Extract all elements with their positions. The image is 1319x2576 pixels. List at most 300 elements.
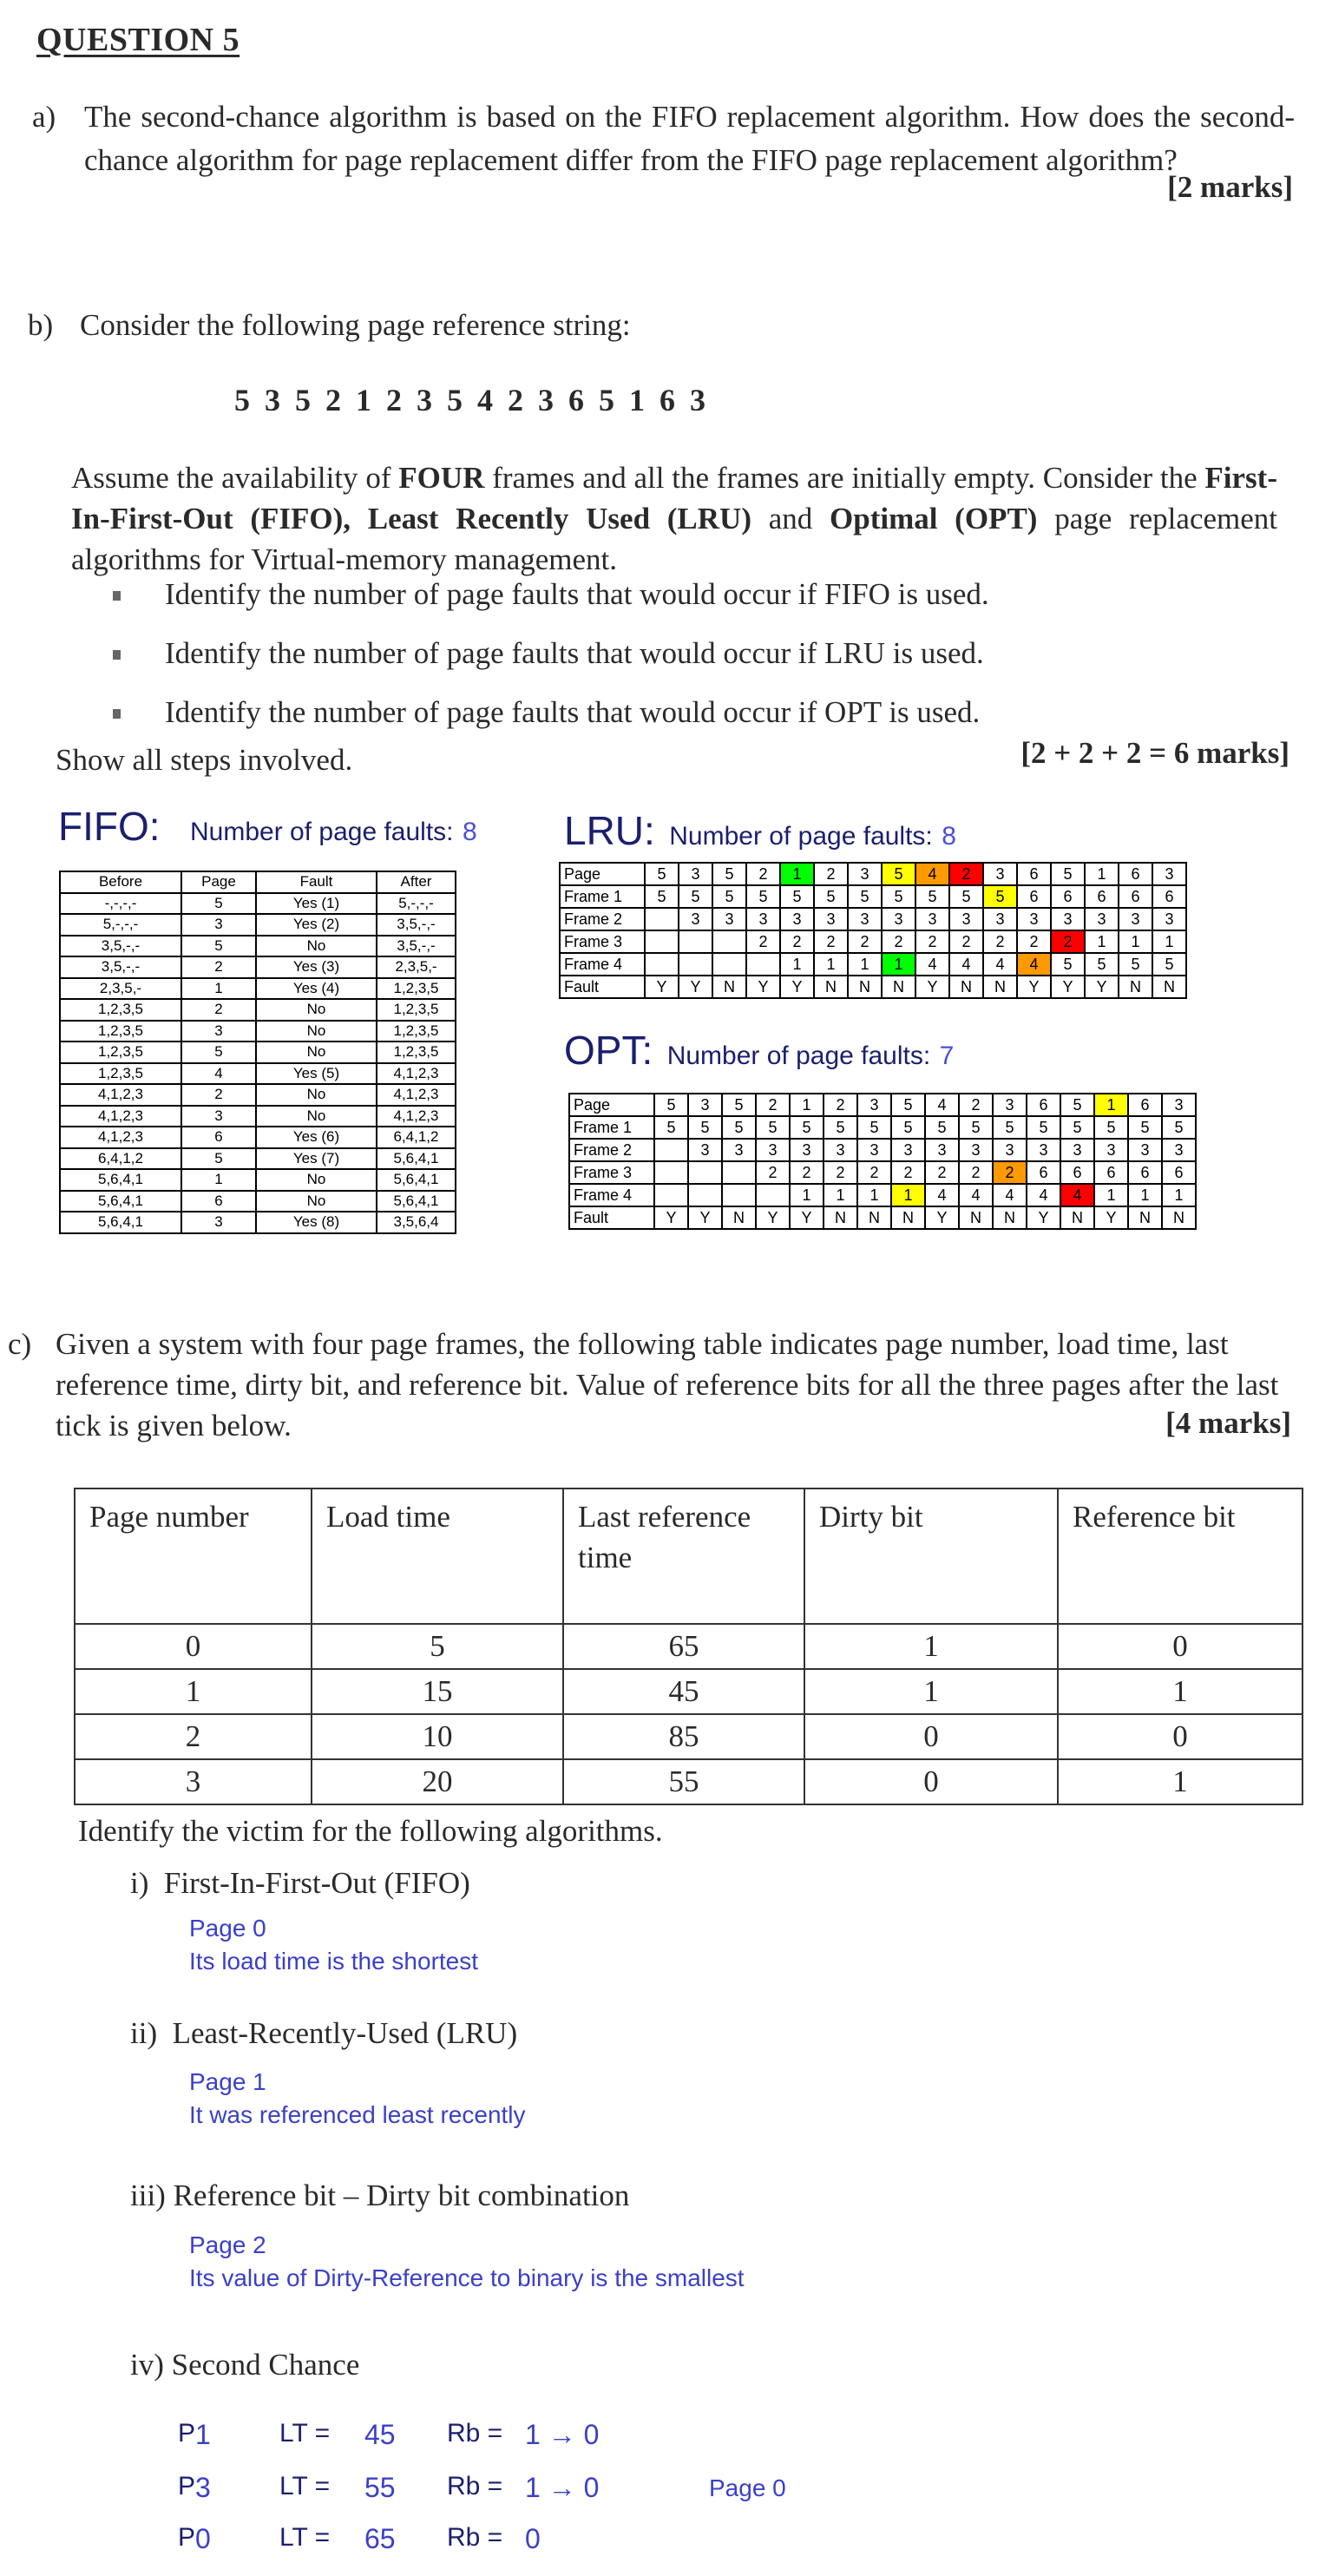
lru-cell: 5 xyxy=(780,885,814,908)
lru-cell: 2 xyxy=(915,930,949,953)
opt-cell: N xyxy=(1060,1206,1094,1229)
table-row xyxy=(60,1063,456,1085)
fifo-cell-page: 5 xyxy=(181,893,256,915)
row-label: Fault xyxy=(569,1206,654,1229)
fifo-cell-fault: No xyxy=(256,999,377,1021)
opt-cell: 3 xyxy=(1094,1139,1128,1161)
fifo-cell-fault: Yes (2) xyxy=(256,914,377,936)
row-label: Frame 2 xyxy=(569,1139,654,1161)
fifo-heading xyxy=(58,803,477,850)
assumption-segment: Assume the availability of xyxy=(71,461,399,495)
opt-cell: Y xyxy=(925,1206,959,1229)
fifo-cell-before: Before xyxy=(60,871,181,893)
opt-cell: 3 xyxy=(959,1139,993,1161)
opt-cell: 5 xyxy=(891,1116,925,1139)
opt-cell-highlighted: 1 xyxy=(891,1184,925,1206)
fifo-cell-page: 2 xyxy=(181,956,256,978)
opt-row-frame-1 xyxy=(569,1116,1196,1139)
opt-cell: 2 xyxy=(824,1094,857,1116)
fifo-cell-after: 5,-,-,- xyxy=(377,893,456,915)
lru-cell: Y xyxy=(1051,976,1085,998)
step-rb: 1 → 0 xyxy=(525,2419,600,2450)
lru-cell: 2 xyxy=(882,930,915,953)
opt-cell: 1 xyxy=(1162,1184,1196,1206)
table-row xyxy=(60,1212,456,1233)
opt-cell: 2 xyxy=(756,1094,790,1116)
lru-cell: N xyxy=(1119,976,1152,998)
step-lt: 65 xyxy=(364,2523,396,2554)
step-page-label: P xyxy=(178,2419,196,2448)
opt-cell: 3 xyxy=(688,1139,722,1161)
opt-cell: Y xyxy=(688,1206,722,1229)
fifo-cell-before: -,-,-,- xyxy=(60,893,181,915)
row-label: Frame 3 xyxy=(569,1161,654,1184)
table-row xyxy=(60,1169,456,1191)
opt-cell xyxy=(654,1161,688,1184)
opt-cell: 5 xyxy=(790,1116,824,1139)
opt-cell: 3 xyxy=(688,1094,722,1116)
opt-cell: 5 xyxy=(756,1116,790,1139)
lru-faults-count: 8 xyxy=(942,822,956,851)
assumption-emphasis: Optimal (OPT) xyxy=(830,502,1038,536)
fifo-cell-after: 3,5,6,4 xyxy=(377,1212,456,1233)
lru-cell: 2 xyxy=(814,930,848,953)
cell-dirty-bit: 0 xyxy=(804,1714,1058,1759)
row-label: Frame 4 xyxy=(569,1184,654,1206)
lru-cell: N xyxy=(949,976,983,998)
fifo-cell-before: 3,5,-,- xyxy=(60,936,181,957)
opt-cell: 2 xyxy=(857,1161,891,1184)
lru-cell: 3 xyxy=(746,908,780,930)
fifo-cell-fault: No xyxy=(256,1042,377,1063)
lru-cell xyxy=(679,953,712,976)
lru-title: LRU: xyxy=(564,808,655,853)
opt-cell: 3 xyxy=(1060,1139,1094,1161)
row-label: Frame 2 xyxy=(560,908,645,930)
step-lt: 55 xyxy=(364,2472,396,2503)
sub-question-label: i) xyxy=(130,1866,149,1900)
opt-cell: N xyxy=(1162,1206,1196,1229)
opt-cell: 5 xyxy=(824,1116,857,1139)
lru-cell: 5 xyxy=(1152,953,1186,976)
opt-cell: 6 xyxy=(1060,1161,1094,1184)
lru-cell: 5 xyxy=(814,885,848,908)
opt-row-frame-4 xyxy=(569,1184,1196,1206)
sub-question-title: First-In-First-Out (FIFO) xyxy=(163,1866,470,1900)
lru-cell: 3 xyxy=(848,908,882,930)
answer-page: Page 1 xyxy=(189,2068,266,2095)
lru-table xyxy=(559,862,1187,999)
lru-heading xyxy=(564,807,956,854)
fifo-cell-before: 3,5,-,- xyxy=(60,956,181,978)
opt-cell: 1 xyxy=(1094,1184,1128,1206)
lru-cell: 5 xyxy=(848,885,882,908)
opt-cell: 5 xyxy=(891,1094,925,1116)
fifo-cell-page: 1 xyxy=(181,978,256,1000)
opt-cell: 5 xyxy=(688,1116,722,1139)
bullet-text: Identify the number of page faults that would occur if FIFO is used. xyxy=(165,577,989,611)
fifo-cell-fault: Yes (1) xyxy=(256,893,377,915)
opt-cell xyxy=(654,1139,688,1161)
assumption-text xyxy=(71,457,1277,580)
lru-cell: 1 xyxy=(1152,930,1186,953)
table-row xyxy=(60,936,456,957)
lru-cell: 3 xyxy=(1152,908,1186,930)
table-row xyxy=(75,1759,1303,1804)
opt-cell: Y xyxy=(756,1206,790,1229)
fifo-cell-before: 1,2,3,5 xyxy=(60,1042,181,1063)
fifo-cell-fault: Yes (6) xyxy=(256,1127,377,1148)
opt-faults-label: Number of page faults: xyxy=(666,1042,931,1070)
opt-cell: 6 xyxy=(1162,1161,1196,1184)
opt-cell: 1 xyxy=(824,1184,857,1206)
lru-cell: Y xyxy=(1085,976,1119,998)
lru-faults-label: Number of page faults: xyxy=(669,822,933,851)
opt-cell: 3 xyxy=(756,1139,790,1161)
cell-reference-bit: 1 xyxy=(1058,1759,1303,1804)
fifo-cell-fault: Yes (7) xyxy=(256,1148,377,1170)
lru-cell: 3 xyxy=(882,908,915,930)
lru-cell xyxy=(645,953,679,976)
lru-cell: 6 xyxy=(1119,885,1152,908)
sub-question-title: Reference bit – Dirty bit combination xyxy=(173,2178,630,2212)
fifo-cell-after: After xyxy=(377,871,456,893)
lru-cell: 1 xyxy=(780,953,814,976)
opt-cell: 3 xyxy=(993,1139,1027,1161)
opt-faults-count: 7 xyxy=(939,1042,955,1070)
answer-reason: Its load time is the shortest xyxy=(189,1948,479,1975)
opt-cell: 4 xyxy=(925,1094,959,1116)
row-label: Page xyxy=(569,1094,654,1116)
fifo-cell-before: 4,1,2,3 xyxy=(60,1106,181,1127)
fifo-cell-before: 2,3,5,- xyxy=(60,978,181,1000)
show-steps-text: Show all steps involved. xyxy=(56,743,353,777)
lru-cell: 3 xyxy=(983,908,1017,930)
step-page: 0 xyxy=(195,2523,211,2554)
opt-table xyxy=(568,1093,1197,1230)
fifo-cell-after: 1,2,3,5 xyxy=(377,1021,456,1042)
opt-cell: 1 xyxy=(857,1184,891,1206)
bullet-square-icon xyxy=(113,591,121,601)
opt-cell: 5 xyxy=(993,1116,1027,1139)
opt-cell: 4 xyxy=(925,1184,959,1206)
reference-string: 5 3 5 2 1 2 3 5 4 2 3 6 5 1 6 3 xyxy=(234,383,709,417)
fifo-cell-fault: Yes (8) xyxy=(256,1212,377,1233)
row-label: Fault xyxy=(560,976,645,998)
part-a-marks: [2 marks] xyxy=(1167,170,1293,204)
opt-cell: 5 xyxy=(722,1094,756,1116)
opt-cell: 4 xyxy=(1027,1184,1060,1206)
lru-cell: 5 xyxy=(1119,953,1152,976)
lru-cell xyxy=(679,930,712,953)
lru-cell: Y xyxy=(915,976,949,998)
table-row xyxy=(60,1148,456,1170)
sub-question-label: ii) xyxy=(130,2016,158,2050)
question-title: QUESTION 5 xyxy=(36,22,240,58)
second-chance-result: Page 0 xyxy=(709,2474,786,2501)
fifo-cell-page: 4 xyxy=(181,1063,256,1085)
opt-cell-highlighted: 4 xyxy=(1060,1184,1094,1206)
fifo-cell-after: 5,6,4,1 xyxy=(377,1169,456,1191)
fifo-cell-before: 4,1,2,3 xyxy=(60,1084,181,1106)
table-row xyxy=(60,1106,456,1127)
opt-cell: 5 xyxy=(1128,1116,1162,1139)
opt-cell: 1 xyxy=(790,1094,824,1116)
lru-cell: 2 xyxy=(949,930,983,953)
lru-cell: 2 xyxy=(746,863,780,885)
identify-victim-text: Identify the victim for the following algorithms. xyxy=(78,1814,663,1848)
lru-cell xyxy=(712,930,746,953)
opt-cell: 5 xyxy=(1060,1094,1094,1116)
fifo-cell-fault: Fault xyxy=(256,871,377,893)
lru-cell: Y xyxy=(645,976,679,998)
fifo-cell-page: 5 xyxy=(181,1042,256,1063)
fifo-cell-fault: No xyxy=(256,1191,377,1212)
part-a xyxy=(32,95,1295,182)
fifo-cell-after: 4,1,2,3 xyxy=(377,1106,456,1127)
sub-question-lru xyxy=(130,2016,517,2051)
lru-cell: 2 xyxy=(814,863,848,885)
opt-heading xyxy=(564,1027,954,1074)
fifo-cell-after: 1,2,3,5 xyxy=(377,999,456,1021)
fifo-cell-after: 3,5,-,- xyxy=(377,914,456,936)
opt-cell: N xyxy=(959,1206,993,1229)
table-row xyxy=(60,1042,456,1063)
opt-cell: 2 xyxy=(824,1161,857,1184)
row-label: Frame 1 xyxy=(560,885,645,908)
opt-cell: 1 xyxy=(1128,1184,1162,1206)
fifo-cell-after: 5,6,4,1 xyxy=(377,1148,456,1170)
table-row xyxy=(60,1191,456,1212)
opt-cell: N xyxy=(993,1206,1027,1229)
lru-cell: N xyxy=(1152,976,1186,998)
answer-page: Page 0 xyxy=(189,1915,266,1942)
lru-cell-highlighted: 2 xyxy=(949,863,983,885)
lru-cell: 6 xyxy=(1119,863,1152,885)
fifo-header-row xyxy=(60,871,456,893)
table-header-row xyxy=(75,1488,1303,1624)
lru-cell: 2 xyxy=(983,930,1017,953)
header-page-number: Page number xyxy=(75,1488,312,1624)
lru-cell-highlighted: 4 xyxy=(915,863,949,885)
opt-cell: 5 xyxy=(1162,1116,1196,1139)
lru-cell: 5 xyxy=(645,863,679,885)
sub-question-label: iv) xyxy=(130,2348,164,2382)
lru-cell-highlighted: 5 xyxy=(882,863,915,885)
bullet-square-icon xyxy=(113,709,121,719)
lru-cell: 3 xyxy=(1119,908,1152,930)
table-row xyxy=(60,1127,456,1148)
fifo-cell-after: 2,3,5,- xyxy=(377,956,456,978)
lru-cell: 5 xyxy=(915,885,949,908)
opt-row-frame-3 xyxy=(569,1161,1196,1184)
opt-cell: 5 xyxy=(654,1094,688,1116)
fifo-cell-before: 1,2,3,5 xyxy=(60,1063,181,1085)
cell-load-time: 20 xyxy=(312,1759,563,1804)
assumption-segment: frames and all the frames are initially empty. Consider the xyxy=(484,461,1205,495)
fifo-cell-page: 6 xyxy=(181,1191,256,1212)
table-row xyxy=(60,999,456,1021)
sub-question-title: Second Chance xyxy=(171,2348,360,2382)
cell-reference-bit: 1 xyxy=(1058,1669,1303,1714)
fifo-cell-fault: No xyxy=(256,1169,377,1191)
lru-cell: 6 xyxy=(1085,885,1119,908)
opt-cell: N xyxy=(1128,1206,1162,1229)
lru-cell: 3 xyxy=(679,863,712,885)
opt-cell: N xyxy=(824,1206,857,1229)
cell-last-reference-time: 85 xyxy=(563,1714,804,1759)
assumption-emphasis: First-In-First-Out (FIFO), Least Recently Used (LRU) xyxy=(71,461,1277,536)
fifo-cell-fault: No xyxy=(256,1106,377,1127)
opt-cell: 6 xyxy=(1027,1094,1060,1116)
lru-cell: 3 xyxy=(1017,908,1051,930)
sub-question-label: iii) xyxy=(130,2178,166,2212)
lru-cell: 3 xyxy=(780,908,814,930)
part-c-text: Given a system with four page frames, the following table indicates page number, load time, last reference time, dirty bit, and reference bit. Value of reference bits for all the three pages after the last tick is given below. xyxy=(56,1327,1279,1442)
lru-row-fault xyxy=(560,976,1186,998)
bullet-text: Identify the number of page faults that would occur if OPT is used. xyxy=(165,695,981,729)
fifo-cell-page: 3 xyxy=(181,1106,256,1127)
lru-cell: Y xyxy=(746,976,780,998)
opt-cell: N xyxy=(722,1206,756,1229)
lru-cell-highlighted: 1 xyxy=(780,863,814,885)
table-row xyxy=(75,1624,1303,1669)
lru-row-frame-2 xyxy=(560,908,1186,930)
row-label: Frame 3 xyxy=(560,930,645,953)
opt-cell: 4 xyxy=(993,1184,1027,1206)
lru-cell: 2 xyxy=(746,930,780,953)
lru-cell: 3 xyxy=(679,908,712,930)
opt-cell: 3 xyxy=(891,1139,925,1161)
answer-reason: It was referenced least recently xyxy=(189,2101,526,2128)
opt-cell: 4 xyxy=(959,1184,993,1206)
part-c-marks: [4 marks] xyxy=(1165,1406,1291,1440)
opt-cell: 3 xyxy=(1162,1139,1196,1161)
step-rb-label: Rb = xyxy=(447,2419,503,2448)
table-row xyxy=(60,956,456,978)
table-row xyxy=(60,893,456,915)
fifo-cell-page: 3 xyxy=(181,1212,256,1233)
opt-cell: 6 xyxy=(1027,1161,1060,1184)
step-page: 1 xyxy=(195,2419,211,2450)
part-c-label: c) xyxy=(8,1327,32,1361)
lru-cell: 1 xyxy=(848,953,882,976)
fifo-title: FIFO: xyxy=(58,804,161,849)
lru-cell: 3 xyxy=(848,863,882,885)
lru-cell-highlighted: 1 xyxy=(882,953,915,976)
lru-cell: N xyxy=(814,976,848,998)
lru-cell xyxy=(645,908,679,930)
lru-cell: 4 xyxy=(949,953,983,976)
step-lt-label: LT = xyxy=(279,2419,331,2448)
header-last-reference-time: Last reference time xyxy=(563,1488,804,1624)
lru-cell: 3 xyxy=(983,863,1017,885)
cell-reference-bit: 0 xyxy=(1058,1714,1303,1759)
lru-row-frame-4 xyxy=(560,953,1186,976)
sub-question-fifo xyxy=(130,1866,470,1901)
header-load-time: Load time xyxy=(312,1488,563,1624)
opt-cell xyxy=(654,1184,688,1206)
cell-dirty-bit: 0 xyxy=(804,1759,1058,1804)
lru-cell: 6 xyxy=(1152,885,1186,908)
sub-question-title: Least-Recently-Used (LRU) xyxy=(172,2016,518,2050)
cell-page-number: 1 xyxy=(75,1669,312,1714)
cell-page-number: 0 xyxy=(75,1624,312,1669)
fifo-cell-fault: No xyxy=(256,936,377,957)
fifo-cell-before: 5,6,4,1 xyxy=(60,1169,181,1191)
opt-cell: 3 xyxy=(925,1139,959,1161)
sub-question-second-chance xyxy=(130,2348,359,2382)
step-rb-label: Rb = xyxy=(447,2472,503,2500)
opt-cell: 5 xyxy=(925,1116,959,1139)
assumption-segment: page replacement algorithms for Virtual-memory management. xyxy=(71,502,1277,576)
lru-cell: Y xyxy=(679,976,712,998)
lru-cell: Y xyxy=(780,976,814,998)
lru-cell: 6 xyxy=(1017,885,1051,908)
opt-cell: 3 xyxy=(857,1094,891,1116)
opt-cell: 6 xyxy=(1094,1161,1128,1184)
fifo-cell-before: 6,4,1,2 xyxy=(60,1148,181,1170)
lru-cell-highlighted: 5 xyxy=(983,885,1017,908)
lru-cell xyxy=(645,930,679,953)
opt-cell-highlighted: 2 xyxy=(993,1161,1027,1184)
fifo-cell-page: 5 xyxy=(181,936,256,957)
cell-last-reference-time: 45 xyxy=(563,1669,804,1714)
opt-title: OPT: xyxy=(564,1028,653,1073)
fifo-cell-page: 3 xyxy=(181,1021,256,1042)
lru-cell xyxy=(712,953,746,976)
answer-ref-dirty xyxy=(189,2229,745,2295)
fifo-faults-count: 8 xyxy=(462,818,477,846)
lru-cell: 6 xyxy=(1017,863,1051,885)
opt-cell: 2 xyxy=(925,1161,959,1184)
lru-row-frame-1 xyxy=(560,885,1186,908)
step-page-label: P xyxy=(178,2472,196,2500)
lru-row-page xyxy=(560,863,1186,885)
cell-load-time: 10 xyxy=(312,1714,563,1759)
cell-load-time: 5 xyxy=(312,1624,563,1669)
fifo-cell-before: 5,6,4,1 xyxy=(60,1191,181,1212)
lru-cell-highlighted: 2 xyxy=(1051,930,1085,953)
opt-cell: 5 xyxy=(959,1116,993,1139)
assumption-segment: and xyxy=(751,502,830,536)
step-rb-label: Rb = xyxy=(447,2523,503,2552)
opt-cell: 2 xyxy=(756,1161,790,1184)
opt-row-page xyxy=(569,1094,1196,1116)
lru-cell-highlighted: 4 xyxy=(1017,953,1051,976)
opt-cell: 1 xyxy=(790,1184,824,1206)
fifo-cell-after: 4,1,2,3 xyxy=(377,1084,456,1106)
fifo-cell-page: 2 xyxy=(181,1084,256,1106)
opt-cell: Y xyxy=(654,1206,688,1229)
lru-cell: 5 xyxy=(645,885,679,908)
lru-cell: 5 xyxy=(679,885,712,908)
fifo-cell-after: 4,1,2,3 xyxy=(377,1063,456,1085)
step-page-label: P xyxy=(178,2523,196,2552)
opt-cell: N xyxy=(857,1206,891,1229)
lru-cell xyxy=(746,953,780,976)
opt-cell: 3 xyxy=(722,1139,756,1161)
opt-row-frame-2 xyxy=(569,1139,1196,1161)
opt-cell: 5 xyxy=(1027,1116,1060,1139)
fifo-cell-after: 5,6,4,1 xyxy=(377,1191,456,1212)
bullet-square-icon xyxy=(113,650,121,660)
lru-cell: 2 xyxy=(1017,930,1051,953)
lru-cell: 5 xyxy=(1085,953,1119,976)
part-a-label: a) xyxy=(32,100,56,134)
answer-reason: Its value of Dirty-Reference to binary is the smallest xyxy=(189,2264,745,2291)
opt-cell: 2 xyxy=(959,1094,993,1116)
